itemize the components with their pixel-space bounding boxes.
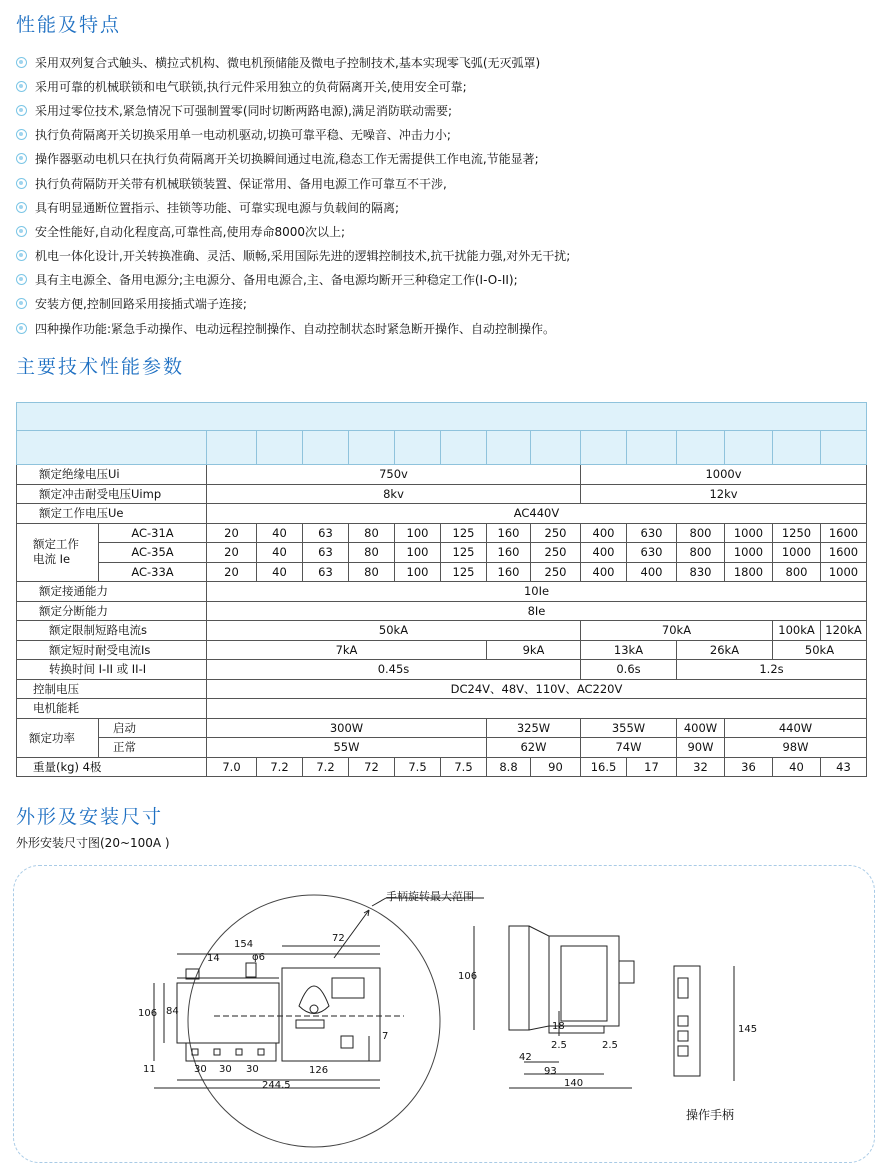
table-cell: 355W [581,718,677,738]
dim-2-5b: 2.5 [602,1040,618,1051]
list-item: 操作器驱动电机只在执行负荷隔离开关切换瞬间通过电流,稳态工作无需提供工作电流,节能显著; [16,147,876,171]
list-item: 采用可靠的机械联锁和电气联锁,执行元件采用独立的负荷隔离开关,使用安全可靠; [16,74,876,98]
dim-30a: 30 [194,1064,207,1075]
dim-30c: 30 [246,1064,259,1075]
table-cell: 32 [677,757,725,777]
table-cell: 额定功率 [17,718,99,757]
handle-range-label: 手柄旋转最大范围 [386,890,474,903]
bullet-icon [16,81,27,92]
table-cell: 250 [531,562,581,582]
table-cell [395,431,441,465]
table-cell: 启动 [99,718,207,738]
table-cell: 7.5 [395,757,441,777]
table-cell: 400W [677,718,725,738]
dim-154: 154 [234,939,254,950]
table-cell: 1600 [821,543,867,563]
table-cell: 1000 [773,543,821,563]
table-cell: 40 [773,757,821,777]
table-cell: 90 [531,757,581,777]
bullet-icon [16,105,27,116]
table-cell: 12kv [581,484,867,504]
table-row [17,504,867,524]
table-cell: 125 [441,562,487,582]
table-cell: 7.5 [441,757,487,777]
table-cell: 1000 [821,562,867,582]
table-cell: 17 [627,757,677,777]
dim-106a: 106 [138,1008,158,1019]
table-cell: AC440V [207,504,867,524]
table-cell: 电机能耗 [17,699,207,719]
spec-table [16,402,867,777]
table-cell: AC-33A [99,562,207,582]
table-cell: 额定限制短路电流s [17,621,207,641]
table-row [17,465,867,485]
bullet-icon [16,178,27,189]
drawing-caption: 外形安装尺寸图(20~100A ) [16,836,170,850]
dim-145: 145 [738,1024,758,1035]
table-row [17,699,867,719]
bullet-icon [16,129,27,140]
list-item: 具有主电源全、备用电源分;主电源分、备用电源合,主、备电源均断开三种稳定工作(I-O-II); [16,268,876,292]
table-cell: 1800 [725,562,773,582]
dim-30b: 30 [219,1064,232,1075]
table-cell: 800 [677,543,725,563]
table-cell: 100 [395,543,441,563]
table-cell: 1.2s [677,660,867,680]
table-cell [821,431,867,465]
table-row [17,738,867,758]
table-cell: 36 [725,757,773,777]
table-row [17,523,867,543]
features-list [16,50,876,340]
bullet-icon [16,298,27,309]
table-cell: 10Ie [207,582,867,602]
table-cell: 8kv [207,484,581,504]
table-cell: 26kA [677,640,773,660]
dim-phi6: φ6 [252,952,265,963]
dimension-drawing [13,865,875,1163]
dim-42: 42 [519,1052,532,1063]
table-cell [303,431,349,465]
dim-244-5: 244.5 [262,1080,291,1091]
list-item: 采用双列复合式触头、横拉式机构、微电机预储能及微电子控制技术,基本实现零飞弧(无灭弧罩) [16,50,876,74]
list-item: 采用过零位技术,紧急情况下可强制置零(同时切断两路电源),满足消防联动需要; [16,98,876,122]
features-title: 性能及特点 [16,14,122,36]
table-cell: 额定分断能力 [17,601,207,621]
table-cell: 125 [441,543,487,563]
table-cell: 重量(kg) 4极 [17,757,207,777]
table-cell: 400 [581,523,627,543]
table-cell [17,403,867,431]
table-cell: 额定冲击耐受电压Uimp [17,484,207,504]
table-cell: 20 [207,562,257,582]
table-row [17,484,867,504]
table-cell [441,431,487,465]
list-item: 具有明显通断位置指示、挂锁等功能、可靠实现电源与负载间的隔离; [16,195,876,219]
list-item: 机电一体化设计,开关转换准确、灵活、顺畅,采用国际先进的逻辑控制技术,抗干扰能力强,对外无干扰; [16,244,876,268]
table-row [17,660,867,680]
table-cell: 300W [207,718,487,738]
table-cell: DC24V、48V、110V、AC220V [207,679,867,699]
dim-126: 126 [309,1065,329,1076]
list-item: 安全性能好,自动化程度高,可靠性高,使用寿命8000次以上; [16,219,876,243]
bullet-icon [16,250,27,261]
table-cell: 250 [531,523,581,543]
table-cell: 74W [581,738,677,758]
table-cell: 7.2 [303,757,349,777]
dim-14: 14 [207,953,220,964]
table-cell [627,431,677,465]
table-cell: 800 [677,523,725,543]
list-item: 安装方便,控制回路采用接插式端子连接; [16,292,876,316]
table-cell: 63 [303,523,349,543]
table-cell: 16.5 [581,757,627,777]
list-item: 执行负荷隔防开关带有机械联锁装置、保证常用、备用电源工作可靠互不干涉, [16,171,876,195]
table-cell [677,431,725,465]
table-cell: 7kA [207,640,487,660]
table-cell: 800 [773,562,821,582]
table-row [17,621,867,641]
table-cell [17,431,207,465]
dim-18: 18 [552,1021,565,1032]
table-cell [581,431,627,465]
dim-72: 72 [332,933,345,944]
bullet-icon [16,323,27,334]
table-cell: 70kA [581,621,773,641]
table-cell: 630 [627,523,677,543]
table-cell: 控制电压 [17,679,207,699]
table-cell: 13kA [581,640,677,660]
table-cell: 1600 [821,523,867,543]
dim-93: 93 [544,1066,557,1077]
table-row [17,582,867,602]
table-cell: 160 [487,543,531,563]
table-cell [531,431,581,465]
table-cell [487,431,531,465]
table-cell: 160 [487,562,531,582]
table-cell: 440W [725,718,867,738]
table-cell: AC-35A [99,543,207,563]
table-cell: 正常 [99,738,207,758]
table-cell: 转换时间 I-II 或 II-I [17,660,207,680]
table-cell: 额定绝缘电压Ui [17,465,207,485]
table-cell: 250 [531,543,581,563]
table-header-row [17,403,867,431]
table-cell: 额定工作电压Ue [17,504,207,524]
table-cell: 8Ie [207,601,867,621]
table-cell: 100 [395,562,441,582]
table-cell: 额定接通能力 [17,582,207,602]
table-cell: 1250 [773,523,821,543]
dim-7: 7 [382,1031,389,1042]
table-cell [207,431,257,465]
table-cell: 400 [581,543,627,563]
dim-140: 140 [564,1078,584,1089]
table-header-row [17,431,867,465]
table-cell: 40 [257,543,303,563]
table-cell: 50kA [207,621,581,641]
table-cell [349,431,395,465]
table-cell: 63 [303,543,349,563]
bullet-icon [16,226,27,237]
table-cell: 40 [257,562,303,582]
table-cell: 7.0 [207,757,257,777]
table-row [17,562,867,582]
table-cell: 100kA [773,621,821,641]
table-cell [725,431,773,465]
table-cell: 80 [349,562,395,582]
table-cell: 1000 [725,543,773,563]
table-cell: 125 [441,523,487,543]
bullet-icon [16,202,27,213]
table-cell: AC-31A [99,523,207,543]
table-row [17,543,867,563]
table-cell: 0.45s [207,660,581,680]
table-cell [773,431,821,465]
table-cell: 63 [303,562,349,582]
table-cell: 72 [349,757,395,777]
table-cell: 1000 [725,523,773,543]
table-cell: 40 [257,523,303,543]
table-cell: 7.2 [257,757,303,777]
table-cell: 400 [627,562,677,582]
table-cell: 62W [487,738,581,758]
table-cell: 55W [207,738,487,758]
table-row [17,757,867,777]
bullet-icon [16,57,27,68]
table-cell: 120kA [821,621,867,641]
bullet-icon [16,153,27,164]
list-item: 四种操作功能:紧急手动操作、电动远程控制操作、自动控制状态时紧急断开操作、自动控制操作。 [16,316,876,340]
table-cell: 400 [581,562,627,582]
table-cell: 98W [725,738,867,758]
dimensions-title: 外形及安装尺寸 [16,806,164,828]
table-cell: 630 [627,543,677,563]
table-row [17,640,867,660]
table-cell: 90W [677,738,725,758]
table-cell: 80 [349,523,395,543]
table-cell: 160 [487,523,531,543]
dim-84: 84 [166,1006,179,1017]
table-cell: 100 [395,523,441,543]
table-cell: 325W [487,718,581,738]
table-row [17,601,867,621]
table-cell [257,431,303,465]
table-cell: 20 [207,543,257,563]
bullet-icon [16,274,27,285]
handle-label: 操作手柄 [686,1108,735,1122]
table-cell: 43 [821,757,867,777]
table-cell: 额定工作 电流 Ie [17,523,99,582]
list-item: 执行负荷隔离开关切换采用单一电动机驱动,切换可靠平稳、无噪音、冲击力小; [16,123,876,147]
table-cell: 1000v [581,465,867,485]
dim-106b: 106 [458,971,478,982]
table-row [17,718,867,738]
table-cell: 80 [349,543,395,563]
table-cell: 0.6s [581,660,677,680]
table-cell: 20 [207,523,257,543]
table-cell [207,699,867,719]
table-cell: 9kA [487,640,581,660]
table-cell: 830 [677,562,725,582]
table-cell: 8.8 [487,757,531,777]
dim-2-5a: 2.5 [551,1040,567,1051]
table-cell: 额定短时耐受电流Is [17,640,207,660]
table-row [17,679,867,699]
params-title: 主要技术性能参数 [16,356,185,378]
dim-11: 11 [143,1064,156,1075]
table-cell: 750v [207,465,581,485]
table-cell: 50kA [773,640,867,660]
